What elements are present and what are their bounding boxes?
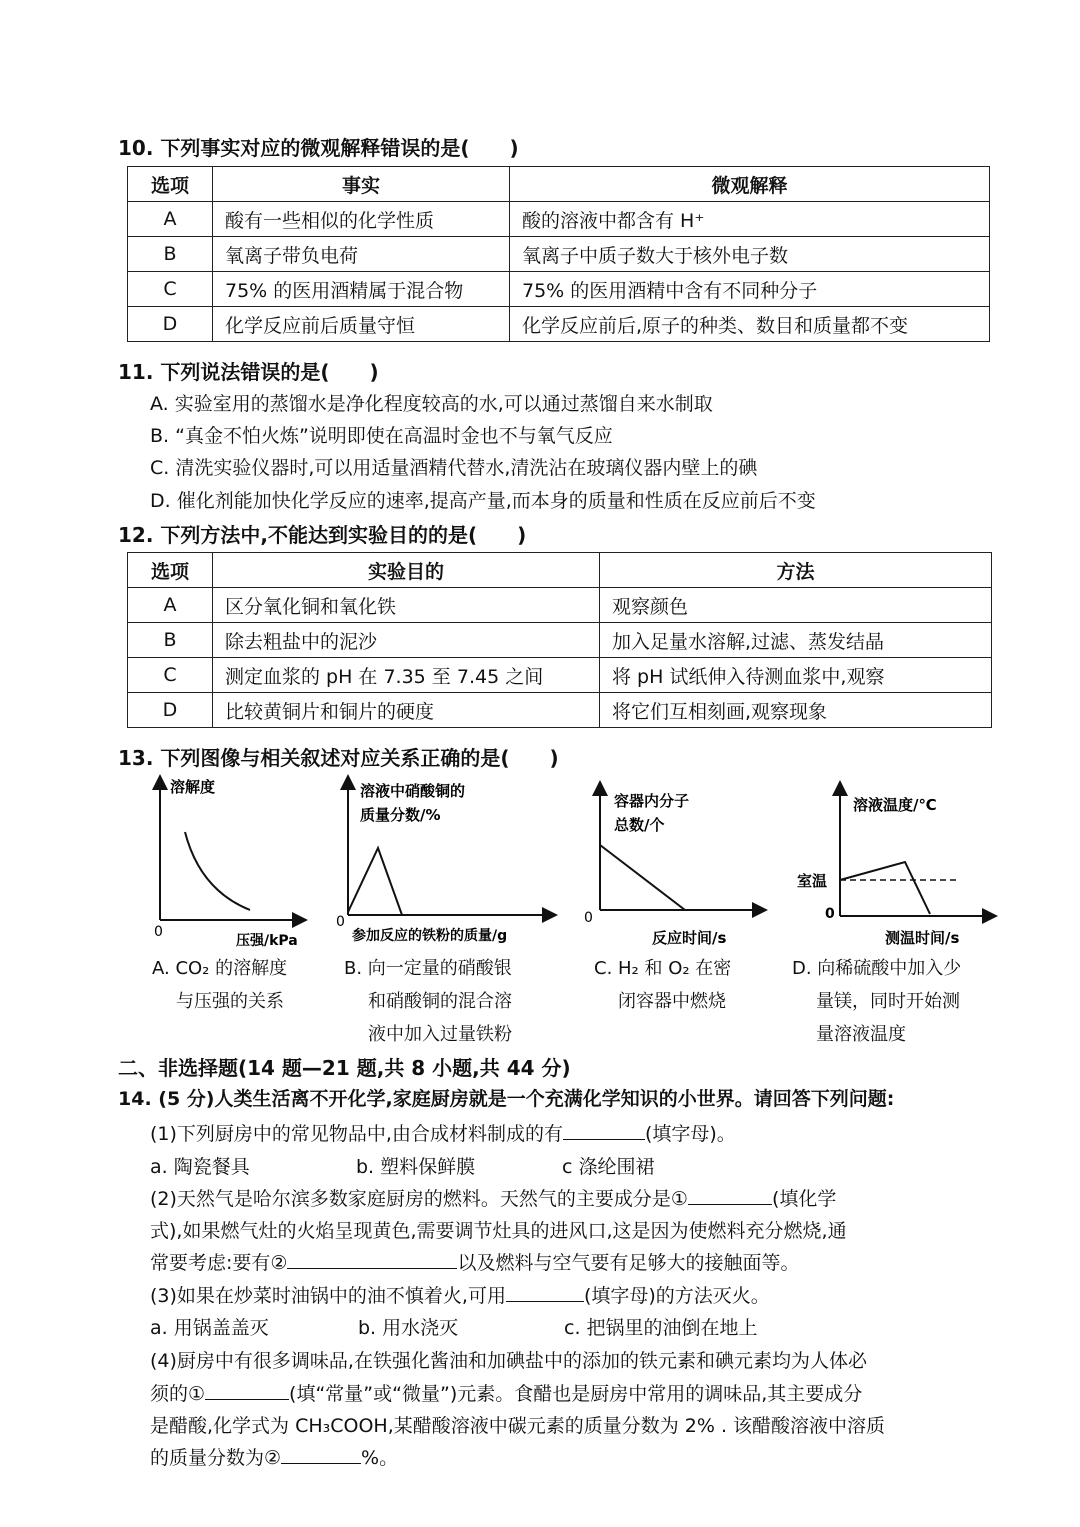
text: 须的① <box>150 1383 206 1405</box>
q14-part1 <box>150 1119 736 1146</box>
q11-option-d: D. 催化剂能加快化学反应的速率,提高产量,而本身的质量和性质在反应前后不变 <box>150 490 816 512</box>
table-row <box>128 623 992 658</box>
x-axis-label: 压强/kPa <box>236 933 298 949</box>
caption-line: 和硝酸铜的混合溶 <box>368 991 512 1012</box>
q14-part4: (4)厨房中有很多调味品,在铁强化酱油和加碘盐中的添加的铁元素和碘元素均为人体必 <box>150 1350 867 1372</box>
table-cell: A <box>128 202 213 237</box>
caption-line: B. 向一定量的硝酸银 <box>344 958 512 979</box>
answer-blank[interactable] <box>506 1301 584 1302</box>
q14-stem: 14. (5 分)人类生活离不开化学,家庭厨房就是一个充满化学知识的小世界。请回答下列问题: <box>118 1088 895 1110</box>
table-cell: C <box>128 272 213 307</box>
header-cell: 选项 <box>128 553 213 588</box>
origin-label: 0 <box>584 910 593 926</box>
q14-part4-line2 <box>150 1379 862 1406</box>
caption-line: 液中加入过量铁粉 <box>368 1024 512 1045</box>
q14-part4-line3: 是醋酸,化学式为 CH₃COOH,某醋酸溶液中碳元素的质量分数为 2% . 该醋酸溶液中溶质 <box>150 1415 886 1437</box>
header-cell: 事实 <box>213 167 510 202</box>
table-header <box>128 167 990 202</box>
q14-part3 <box>150 1281 770 1308</box>
answer-blank[interactable] <box>563 1139 645 1140</box>
text: 常要考虑:要有② <box>150 1252 288 1274</box>
answer-blank[interactable] <box>287 1268 457 1269</box>
graph-c <box>580 780 770 955</box>
answer-blank[interactable] <box>688 1204 772 1205</box>
table-cell: 测定血浆的 pH 在 7.35 至 7.45 之间 <box>213 658 600 693</box>
y-axis-label-1: 溶液中硝酸铜的 <box>360 782 466 800</box>
option: a. 陶瓷餐具 <box>150 1156 250 1178</box>
header-cell: 方法 <box>600 553 992 588</box>
text: (填化学 <box>771 1188 837 1210</box>
text: (1)下列厨房中的常见物品中,由合成材料制成的有 <box>150 1123 563 1145</box>
table-cell: C <box>128 658 213 693</box>
option: a. 用锅盖盖灭 <box>150 1317 269 1339</box>
table-cell: 将 pH 试纸伸入待测血浆中,观察 <box>600 658 992 693</box>
graph-d <box>795 780 1000 955</box>
table-row <box>128 272 990 307</box>
y-axis-label: 溶液温度/℃ <box>853 796 937 814</box>
table-cell: 将它们互相刻画,观察现象 <box>600 693 992 728</box>
option: b. 用水浇灭 <box>358 1317 459 1339</box>
text: (填字母)。 <box>644 1123 736 1145</box>
table-cell: 加入足量水溶解,过滤、蒸发结晶 <box>600 623 992 658</box>
graph-c-caption <box>594 952 731 1018</box>
graph-d-caption <box>792 952 961 1051</box>
graph-a-caption <box>152 952 287 1018</box>
text: (2)天然气是哈尔滨多数家庭厨房的燃料。天然气的主要成分是① <box>150 1188 688 1210</box>
option: c. 把锅里的油倒在地上 <box>564 1317 758 1339</box>
origin-label: 0 <box>154 924 163 940</box>
x-axis-label: 反应时间/s <box>652 929 727 947</box>
table-cell: A <box>128 588 213 623</box>
table-cell: 除去粗盐中的泥沙 <box>213 623 600 658</box>
option: b. 塑料保鲜膜 <box>356 1156 476 1178</box>
table-cell: B <box>128 237 213 272</box>
y-axis-label-2: 质量分数/% <box>360 806 441 824</box>
table-cell: 75% 的医用酒精属于混合物 <box>213 272 510 307</box>
caption-line: 与压强的关系 <box>176 991 284 1012</box>
q11-stem: 11. 下列说法错误的是( ) <box>118 360 379 384</box>
q11-option-a: A. 实验室用的蒸馏水是净化程度较高的水,可以通过蒸馏自来水制取 <box>150 393 713 415</box>
table-cell: 氧离子带负电荷 <box>213 237 510 272</box>
caption-line: C. H₂ 和 O₂ 在密 <box>594 958 732 979</box>
table-cell: 化学反应前后,原子的种类、数目和质量都不变 <box>510 307 990 342</box>
temperature-line <box>840 862 930 914</box>
table-cell: 化学反应前后质量守恒 <box>213 307 510 342</box>
table-row <box>128 307 990 342</box>
origin-label: 0 <box>825 906 835 922</box>
q14-part1-options <box>150 1152 655 1179</box>
table-cell: 酸的溶液中都含有 H⁺ <box>510 202 990 237</box>
graph-b-caption <box>344 952 512 1051</box>
fraction-line <box>348 848 402 915</box>
y-axis-label-1: 容器内分子 <box>614 792 690 810</box>
q13-stem: 13. 下列图像与相关叙述对应关系正确的是( ) <box>118 746 559 770</box>
q11-option-b: B. “真金不怕火炼”说明即使在高温时金也不与氧气反应 <box>150 425 613 447</box>
header-cell: 实验目的 <box>213 553 600 588</box>
graph-a <box>140 770 320 950</box>
answer-blank[interactable] <box>205 1399 289 1400</box>
text: 的质量分数为② <box>150 1447 282 1469</box>
q10-table <box>127 166 990 342</box>
table-cell: 区分氧化铜和氧化铁 <box>213 588 600 623</box>
table-cell: B <box>128 623 213 658</box>
table-cell: 观察颜色 <box>600 588 992 623</box>
header-cell: 微观解释 <box>510 167 990 202</box>
q14-part4-line4 <box>150 1443 398 1470</box>
molecule-count-line <box>600 845 685 910</box>
table-cell: D <box>128 693 213 728</box>
section-title: 二、非选择题(14 题—21 题,共 8 小题,共 44 分) <box>118 1056 571 1080</box>
origin-label: 0 <box>336 914 345 930</box>
q14-part2 <box>150 1184 836 1211</box>
text: (3)如果在炒菜时油锅中的油不慎着火,可用 <box>150 1285 506 1307</box>
q14-part3-options <box>150 1313 758 1340</box>
q10-stem: 10. 下列事实对应的微观解释错误的是( ) <box>118 136 519 160</box>
option: c 涤纶围裙 <box>562 1156 655 1178</box>
x-axis-label: 测温时间/s <box>885 929 960 947</box>
caption-line: 闭容器中燃烧 <box>618 991 726 1012</box>
y-axis-label: 溶解度 <box>170 778 216 796</box>
table-cell: 比较黄铜片和铜片的硬度 <box>213 693 600 728</box>
caption-line: 量镁，同时开始测 <box>816 991 960 1012</box>
header-cell: 选项 <box>128 167 213 202</box>
q11-option-c: C. 清洗实验仪器时,可以用适量酒精代替水,清洗沾在玻璃仪器内壁上的碘 <box>150 457 758 479</box>
answer-blank[interactable] <box>281 1463 361 1464</box>
q12-stem: 12. 下列方法中,不能达到实验目的的是( ) <box>118 523 527 547</box>
text: (填“常量”或“微量”)元素。食醋也是厨房中常用的调味品,其主要成分 <box>289 1383 863 1405</box>
table-row <box>128 693 992 728</box>
room-temp-label: 室温 <box>797 872 828 890</box>
table-row <box>128 658 992 693</box>
y-axis-label-2: 总数/个 <box>614 816 665 834</box>
text: (填字母)的方法灭火。 <box>583 1285 770 1307</box>
graph-b <box>330 770 560 950</box>
table-cell: 酸有一些相似的化学性质 <box>213 202 510 237</box>
table-row <box>128 202 990 237</box>
table-row <box>128 237 990 272</box>
table-row <box>128 588 992 623</box>
q14-part2-line3 <box>150 1248 799 1275</box>
q14-part2-line2: 式),如果燃气灶的火焰呈现黄色,需要调节灶具的进风口,这是因为使燃料充分燃烧,通 <box>150 1220 847 1242</box>
text: 以及燃料与空气要有足够大的接触面等。 <box>457 1252 800 1274</box>
caption-line: A. CO₂ 的溶解度 <box>152 958 288 979</box>
table-cell: 氧离子中质子数大于核外电子数 <box>510 237 990 272</box>
caption-line: D. 向稀硫酸中加入少 <box>792 958 962 979</box>
q12-table <box>127 552 992 728</box>
table-cell: D <box>128 307 213 342</box>
table-cell: 75% 的医用酒精中含有不同种分子 <box>510 272 990 307</box>
text: %。 <box>361 1447 399 1469</box>
x-axis-label: 参加反应的铁粉的质量/g <box>352 928 508 944</box>
caption-line: 量溶液温度 <box>816 1024 906 1045</box>
table-header <box>128 553 992 588</box>
solubility-curve <box>185 832 250 910</box>
